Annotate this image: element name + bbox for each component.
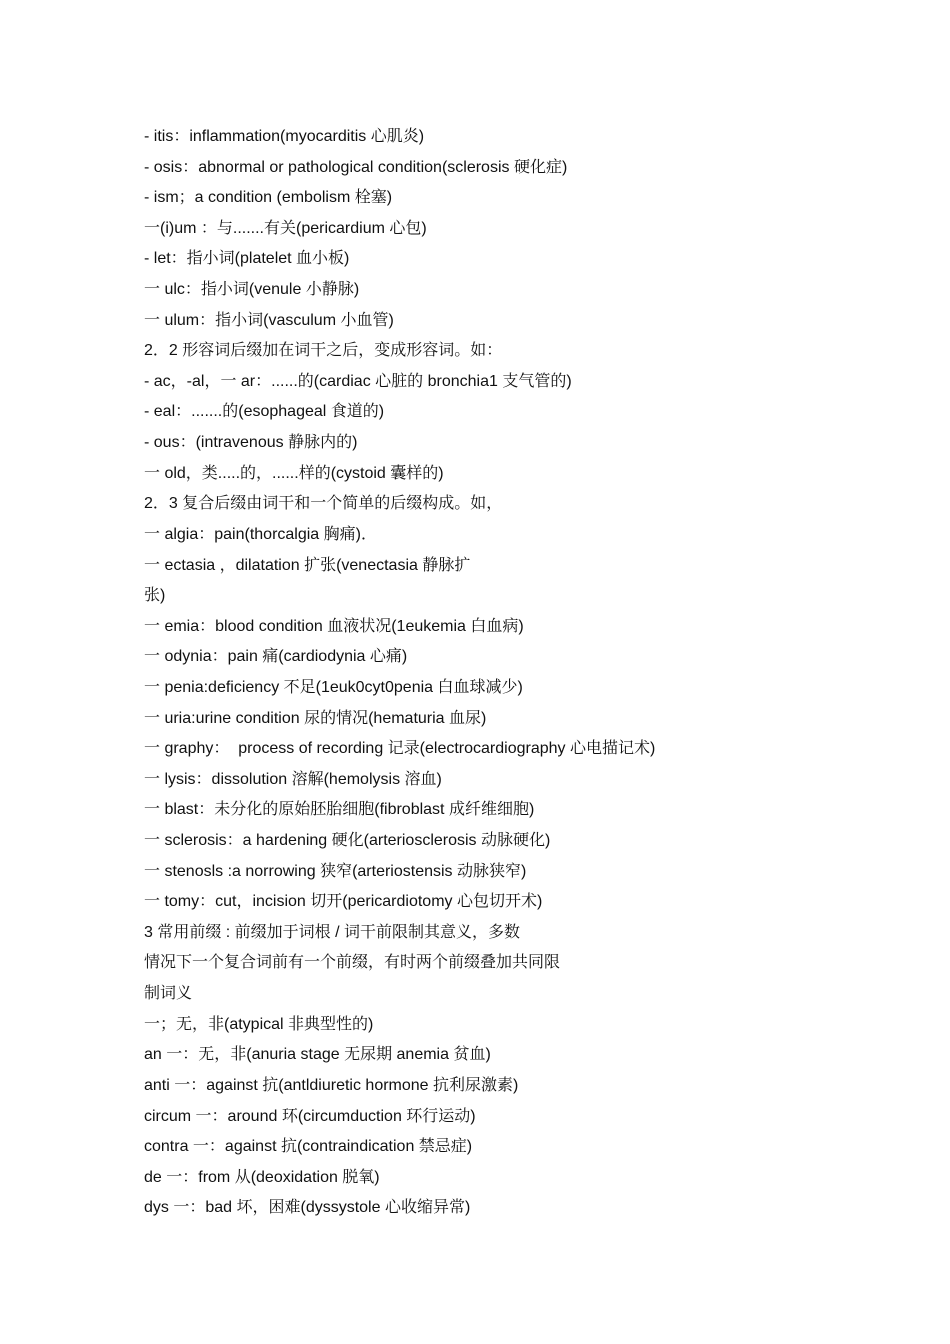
text-line: - let：指小词(platelet 血小板) [144, 250, 350, 268]
text-line: - ous：(intravenous 静脉内的) [144, 434, 358, 452]
text-line: - eal：.......的(esophageal 食道的) [144, 403, 385, 421]
text-line: - osis：abnormal or pathological condition(sclerosis 硬化症) [144, 158, 568, 176]
text-line: 一 tomy：cut，incision 切开(pericardiotomy 心包切开术) [144, 893, 543, 911]
text-line: 一 sclerosis：a hardening 硬化(arteriosclerosis 动脉硬化) [144, 832, 551, 850]
text-line: circum 一：around 环(circumduction 环行运动) [144, 1107, 476, 1125]
text-line: 一 algia：pain(thorcalgia 胸痛)． [144, 525, 377, 543]
text-line: 一 uria:urine condition 尿的情况(hematuria 血尿) [144, 709, 487, 727]
text-line: 一；无，非(atypical 非典型性的) [144, 1015, 374, 1033]
text-line: 一 ulum：指小词(vasculum 小血管) [144, 311, 394, 329]
text-line: 一 old，类.....的，......样的(cystoid 囊样的) [144, 464, 444, 482]
text-line: - ism；a condition (embolism 栓塞) [144, 189, 393, 207]
text-line: - ac，-al，一 ar：......的(cardiac 心脏的 bronchia1 支气管的) [144, 372, 572, 390]
text-line: 一 odynia：pain 痛(cardiodynia 心痛) [144, 648, 408, 666]
text-line: 一 stenosls :a norrowing 狭窄(arteriostensis 动脉狭窄) [144, 862, 527, 880]
text-line: 情况下一个复合词前有一个前缀，有时两个前缀叠加共同限 [144, 954, 561, 972]
text-line: dys 一：bad 坏，困难(dyssystole 心收缩异常) [144, 1199, 471, 1217]
text-line: 一 ulc：指小词(venule 小静脉) [144, 281, 360, 299]
text-line: contra 一：against 抗(contraindication 禁忌症) [144, 1138, 473, 1156]
text-line: 一(i)um ：与.......有关(pericardium 心包) [144, 219, 427, 237]
text-line: 一 lysis：dissolution 溶解(hemolysis 溶血) [144, 770, 442, 788]
section-heading: 2．3 复合后缀由词干和一个简单的后缀构成。如， [144, 495, 503, 513]
document-body [144, 122, 844, 1224]
text-line: an 一：无，非(anuria stage 无尿期 anemia 贫血) [144, 1046, 491, 1064]
section-heading: 2．2 形容词后缀加在词干之后，变成形容词。如： [144, 342, 503, 360]
text-line: 一 penia:deficiency 不足(1euk0cyt0penia 白血球减少) [144, 678, 523, 696]
text-line: 一 emia：blood condition 血液状况(1eukemia 白血病) [144, 617, 524, 635]
section-heading: 3 常用前缀 : 前缀加于词根 / 词干前限制其意义，多数 [144, 923, 521, 941]
text-line: de 一：from 从(deoxidation 脱氧) [144, 1168, 380, 1186]
text-line: anti 一：against 抗(antldiuretic hormone 抗利尿激素) [144, 1076, 519, 1094]
text-line: 一 ectasia ，dilatation 扩张(venectasia 静脉扩 [144, 556, 471, 574]
text-line: 张) [144, 587, 166, 605]
text-line: 制词义 [144, 985, 193, 1003]
text-line: - itis：inflammation(myocarditis 心肌炎) [144, 128, 425, 145]
text-line: 一 blast：未分化的原始胚胎细胞(fibroblast 成纤维细胞) [144, 801, 535, 819]
text-line: 一 graphy： process of recording 记录(electrocardiography 心电描记术) [144, 740, 656, 758]
